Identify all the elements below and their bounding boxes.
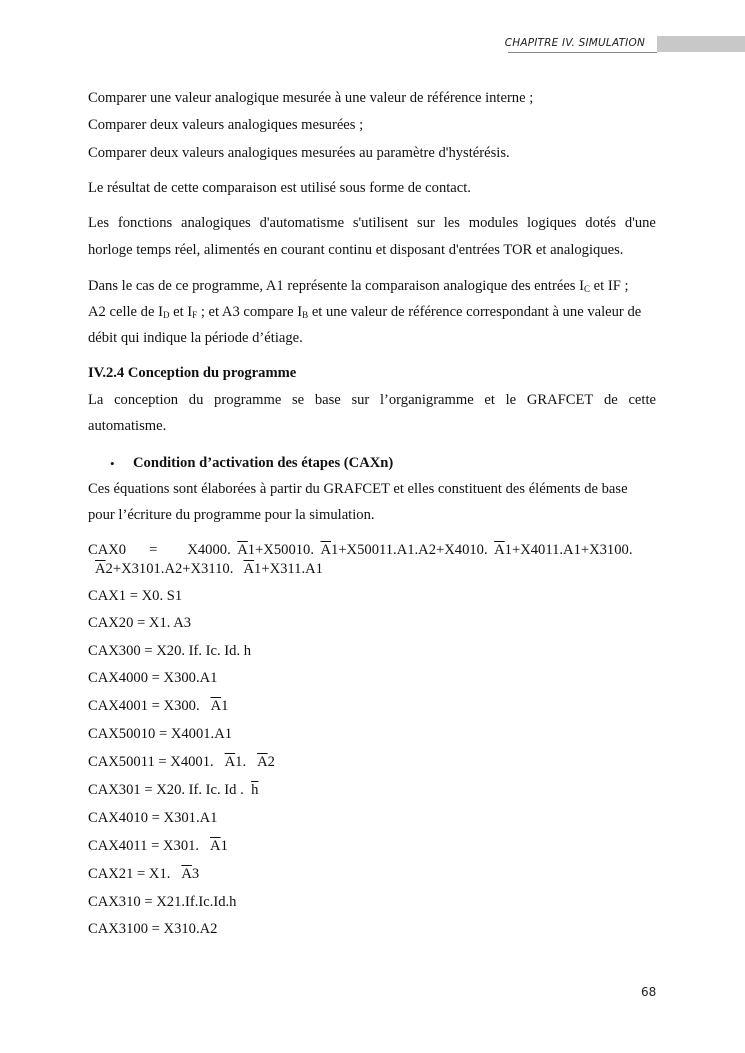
word: sur [417, 215, 435, 231]
word: dotés [585, 215, 617, 231]
section-heading: IV.2.4 Conception du programme [88, 365, 297, 381]
bullet-heading: Condition d’activation des étapes (CAXn) [133, 455, 394, 471]
word: de [604, 392, 618, 408]
word: La [88, 392, 104, 408]
word: logiques [527, 215, 577, 231]
equation-line: CAX4010 = X301.A1 [88, 810, 218, 826]
equation-line: CAX4001 = X300. $\overline{A}1$ [88, 698, 229, 714]
word: et [484, 392, 495, 408]
page-number: 68 [641, 985, 657, 999]
equation-line: CAX310 = X21.If.Ic.Id.h [88, 894, 237, 910]
word: base [314, 392, 341, 408]
chapter-header: CHAPITRE IV. SIMULATION [504, 37, 645, 49]
equation-cax0-line1: CAX0 = X4000. $\overline{A}1+X50010$. $\overline{A}1+X50011.A1.A2+X4010$. $\overline{A}1+X4011.A1+X3100$. [88, 542, 633, 558]
text-line: Ces équations sont élaborées à partir du GRAFCET et elles constituent des éléments de base [88, 481, 628, 497]
text-line: A2 celle de $I_D$ et $I_F$ ; et A3 compare $I_B$ et une valeur de référence correspondant à une valeur de [88, 304, 642, 320]
justified-line [88, 215, 656, 232]
equation-cax0-line2: $\overline{A}2+X3101.A2+X3110$. $\overline{A}1+X311.A1$ [95, 561, 323, 577]
word: fonctions [117, 215, 173, 231]
equation-line: CAX3100 = X310.A2 [88, 921, 218, 937]
equation-line: CAX50010 = X4001.A1 [88, 726, 233, 742]
equation-line: CAX4011 = X301. $\overline{A}1$ [88, 838, 228, 854]
header-rule [508, 52, 657, 53]
word: se [292, 392, 305, 408]
text-line: pour l’écriture du programme pour la simulation. [88, 507, 375, 523]
word: conception [114, 392, 179, 408]
word: les [443, 215, 460, 231]
word: s'utilisent [352, 215, 409, 231]
bullet-icon: • [110, 456, 115, 471]
text-line: horloge temps réel, alimentés en courant continu et disposant d'entrées TOR et analogiques. [88, 242, 624, 258]
word: modules [468, 215, 519, 231]
word: analogiques [181, 215, 251, 231]
word: le [505, 392, 517, 408]
word: programme [214, 392, 282, 408]
equation-line: CAX50011 = X4001. $\overline{A}1$. $\overline{A}2$ [88, 754, 275, 770]
equation-line: CAX21 = X1. $\overline{A}3$ [88, 866, 200, 882]
word: d'automatisme [259, 215, 345, 231]
word: sur [351, 392, 370, 408]
text-line: Dans le cas de ce programme, A1 représente la comparaison analogique des entrées $I_C$ et IF ; [88, 278, 629, 294]
justified-line [88, 392, 656, 409]
word: GRAFCET [526, 392, 594, 408]
equation-line: CAX301 = X20. If. Ic. Id . $\overline{h}$ [88, 782, 259, 798]
header-bar [657, 36, 745, 52]
equation-line: CAX300 = X20. If. Ic. Id. h [88, 643, 252, 659]
word: d'une [624, 215, 656, 231]
equation-line: CAX1 = X0. S1 [88, 588, 183, 604]
text-line: Comparer deux valeurs analogiques mesurées au paramètre d'hystérésis. [88, 145, 510, 161]
text-line: automatisme. [88, 418, 167, 434]
text-line: Comparer deux valeurs analogiques mesurées ; [88, 117, 364, 133]
text-line: débit qui indique la période d’étiage. [88, 330, 303, 346]
equation-line: CAX4000 = X300.A1 [88, 670, 218, 686]
text-line: Le résultat de cette comparaison est utilisé sous forme de contact. [88, 180, 471, 196]
word: Les [88, 215, 110, 231]
text-line: Comparer une valeur analogique mesurée à une valeur de référence interne ; [88, 90, 534, 106]
equation-line: CAX20 = X1. A3 [88, 615, 192, 631]
word: cette [628, 392, 656, 408]
word: l’organigramme [379, 392, 474, 408]
word: du [188, 392, 204, 408]
